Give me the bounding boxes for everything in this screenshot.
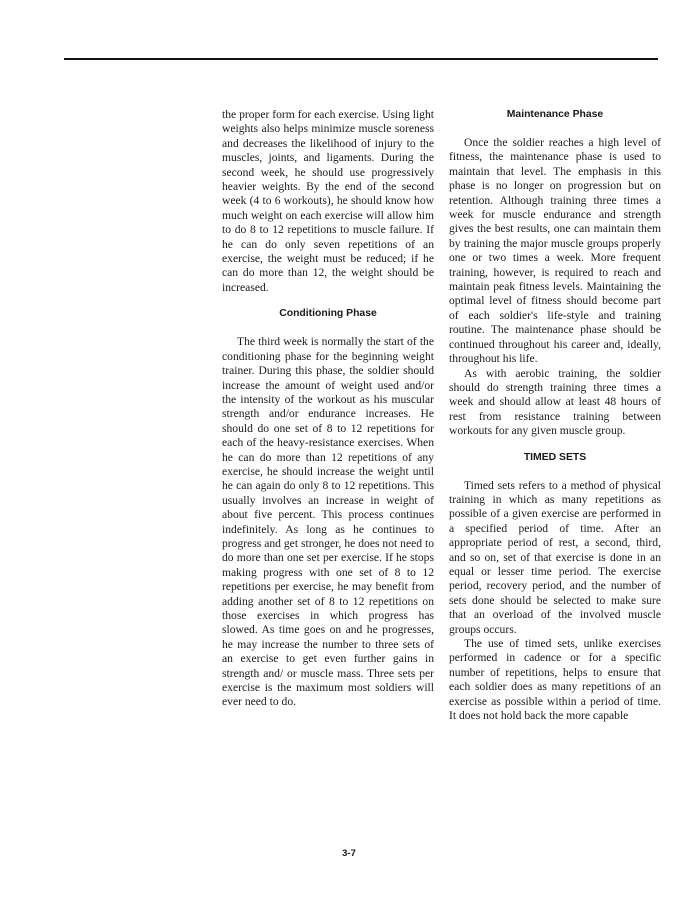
top-rule: [64, 58, 658, 60]
timed-sets-paragraph-2: The use of timed sets, unlike exercises performed in cadence or for a specific number of repetitions, helps to ensure that each soldier does as many repetitions of an exercise as possible within a period of time. It does not hold back the more capable: [449, 637, 661, 723]
maintenance-paragraph-1: Once the soldier reaches a high level of fitness, the maintenance phase is used to maintain that level. The emphasis in this phase is no longer on progression but on retention. Although training three times a week for muscle endurance and strength gives the best results, one can maintain them by training the major muscle groups properly one or two times a week. More frequent training, however, is required to reach and maintain peak fitness levels. Maintaining the optimal level of fitness should become part of each soldier's life-style and training routine. The maintenance phase should be continued throughout his career and, ideally, throughout his life.: [449, 136, 661, 366]
left-column: [222, 108, 434, 710]
timed-sets-heading: TIMED SETS: [523, 451, 587, 463]
conditioning-phase-heading: Conditioning Phase: [279, 308, 377, 320]
timed-sets-paragraph-1: Timed sets refers to a method of physical training in which as many repetitions as possible of a given exercise are performed in a specified period of time. After an appropriate period of rest, a second, third, and so on, set of that exercise is done in an equal or lesser time period. The exercise period, recovery period, and the number of sets done should be selected to make sure that an overload of the involved muscle groups occurs.: [449, 478, 661, 636]
maintenance-phase-heading: Maintenance Phase: [506, 109, 604, 120]
maintenance-paragraph-2: As with aerobic training, the soldier should do strength training three times a week and should allow at least 48 hours of rest from resistance training between workouts for any given muscle group.: [449, 366, 661, 438]
page-number: 3-7: [342, 848, 356, 859]
conditioning-phase-paragraph: The third week is normally the start of the conditioning phase for the beginning weight trainer. During this phase, the soldier should increase the amount of weight used and/or the intensity of the workout as his muscular strength and/or endurance increases. He should do one set of 8 to 12 repetitions for each of the heavy-resistance exercises. When he can do more than 12 repetitions of any exercise, he should increase the weight until he can again do only 8 to 12 repetitions. This usually involves an increase in weight of about five percent. This process continues indefinitely. As long as he continues to progress and get stronger, he does not need to do more than one set per exercise. If he stops making progress with one set of 8 to 12 repetitions per exercise, he may benefit from adding another set of 8 to 12 repetitions on those exercises in which progress has slowed. As time goes on and he progresses, he may increase the number to three sets of an exercise to get even further gains in strength and/ or muscle mass. Three sets per exercise is the maximum most soldiers will ever need to do.: [222, 335, 434, 709]
right-column: [449, 108, 661, 723]
continued-paragraph: the proper form for each exercise. Using light weights also helps minimize muscle soreness and decreases the likelihood of injury to the muscles, joints, and ligaments. During the second week, he should use progressively heavier weights. By the end of the second week (4 to 6 workouts), he should know how much weight on each exercise will allow him to do 8 to 12 repetitions to muscle failure. If he can do only seven repetitions of an exercise, the weight must be reduced; if he can do more than 12, the weight should be increased.: [222, 108, 434, 294]
